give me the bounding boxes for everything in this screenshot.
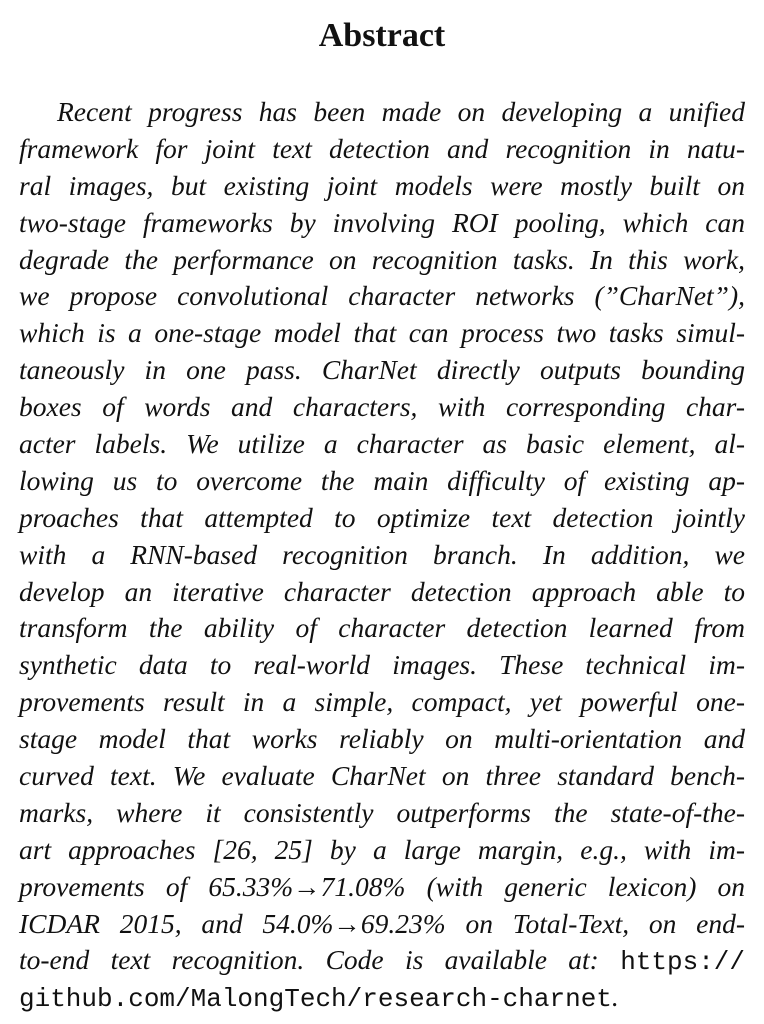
abstract-line: develop an iterative character detection approach able to <box>19 575 745 607</box>
abstract-line: degrade the performance on recognition tasks. In this work, <box>19 243 745 275</box>
abstract-line-text: to-end text recognition. Code is available at: <box>19 944 599 976</box>
abstract-line: synthetic data to real-world images. These technical im- <box>19 649 745 681</box>
abstract-line: marks, where it consistently outperforms the state-of-the- <box>19 796 745 828</box>
abstract-line: proaches that attempted to optimize text detection jointly <box>19 501 745 533</box>
abstract-line: two-stage frameworks by involving ROI pooling, which can <box>19 206 745 238</box>
abstract-line: provements result in a simple, compact, yet powerful one- <box>19 686 745 718</box>
abstract-title: Abstract <box>318 17 446 54</box>
abstract-line: ral images, but existing joint models were mostly built on <box>19 169 745 201</box>
abstract-line: transform the ability of character detection learned from <box>19 612 745 644</box>
abstract-line: framework for joint text detection and recognition in natu- <box>19 132 745 164</box>
abstract-line: stage model that works reliably on multi-orientation and <box>19 723 745 755</box>
abstract-body <box>19 94 745 1016</box>
abstract-line: provements of 65.33%→71.08% (with generic lexicon) on <box>19 870 745 902</box>
abstract-line: ICDAR 2015, and 54.0%→69.23% on Total-Text, on end- <box>19 907 745 939</box>
code-url-part1: https:// <box>620 947 746 978</box>
abstract-line: which is a one-stage model that can process two tasks simul- <box>19 317 745 349</box>
abstract-line: with a RNN-based recognition branch. In addition, we <box>19 538 745 570</box>
abstract-line: lowing us to overcome the main difficulty of existing ap- <box>19 464 745 496</box>
code-url-line <box>19 979 745 1016</box>
abstract-line: taneously in one pass. CharNet directly outputs bounding <box>19 354 745 386</box>
abstract-line: boxes of words and characters, with corresponding char- <box>19 391 745 423</box>
abstract-line: art approaches [26, 25] by a large margin, e.g., with im- <box>19 833 745 865</box>
code-url-part2: github.com/MalongTech/research-charnet <box>19 984 612 1015</box>
abstract-line: curved text. We evaluate CharNet on three standard bench- <box>19 760 745 792</box>
final-period: . <box>611 981 619 1013</box>
abstract-line: Recent progress has been made on developing a unified <box>57 96 745 127</box>
abstract-line-with-url <box>19 942 745 979</box>
abstract-line: acter labels. We utilize a character as basic element, al- <box>19 428 745 460</box>
abstract-line: we propose convolutional character networks (”CharNet”), <box>19 280 745 312</box>
